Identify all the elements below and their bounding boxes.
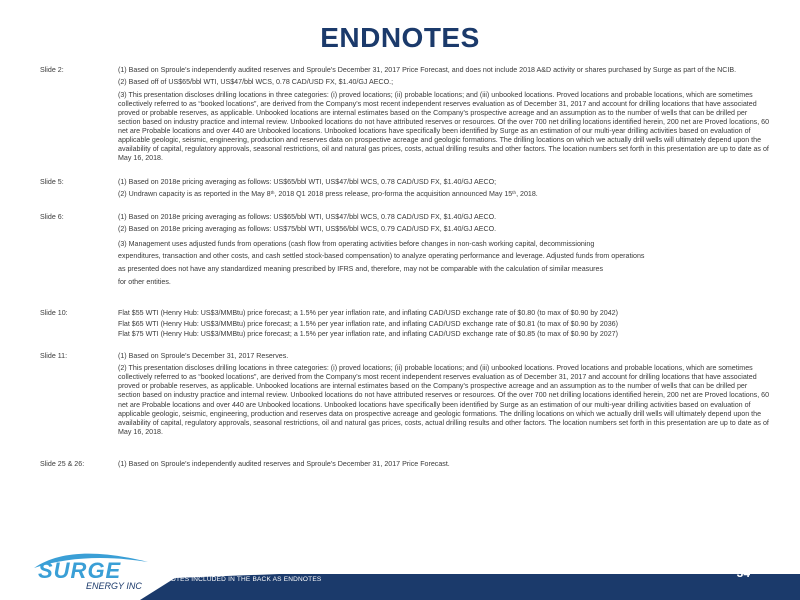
slide-label: Slide 11: [40,351,68,360]
slide-5-notes [40,178,770,203]
note-item: (2) Undrawn capacity is as reported in the May 8th, 2018 Q1 2018 press release, pro-forma the acquisition announced May 15th, 2018. [118,189,538,198]
slide-label: Slide 6: [40,213,64,222]
logo-subtitle: ENERGY INC [86,581,142,591]
note-item: (2) Based on 2018e pricing averaging as follows: US$75/bbl WTI, US$56/bbl WCS, 0.79 CAD/USD FX, $1.40/GJ AECO. [118,225,497,234]
note-item: (2) Based off of US$65/bbl WTI, US$47/bbl WCS, 0.78 CAD/USD FX, $1.40/GJ AECO.; [118,78,394,87]
note-item: (1) Based on Sproule’s independently audited reserves and Sproule’s December 31, 2017 Price Forecast. [118,460,450,469]
page-title: ENDNOTES [320,22,480,53]
note-item: Flat $75 WTI (Henry Hub: US$3/MMBtu) price forecast; a 1.5% per year inflation rate, and inflating CAD/USD exchange rate of $0.85 (to max of $0.90 by 2027) [118,330,618,339]
note-item-line: expenditures, transaction and other costs, and cash settled stock-based compensation) to analyze operating performance and leverage. Adjusted funds from operations [118,252,645,261]
slide-10-notes [40,309,770,341]
page-number: 34 [736,566,750,580]
note-item: Flat $65 WTI (Henry Hub: US$3/MMBtu) price forecast; a 1.5% per year inflation rate, and inflating CAD/USD exchange rate of $0.81 (to max of $0.90 by 2036) [118,319,618,328]
note-item: (1) Based on 2018e pricing averaging as follows: US$65/bbl WTI, US$47/bbl WCS, 0.78 CAD/USD FX, $1.40/GJ AECO; [118,177,497,186]
note-item: (1) Based on 2018e pricing averaging as follows: US$65/bbl WTI, US$47/bbl WCS, 0.78 CAD/USD FX, $1.40/GJ AECO. [118,213,497,222]
note-item-line: for other entities. [118,278,171,287]
note-item: (1) Based on Sproule’s independently audited reserves and Sproule’s December 31, 2017 Price Forecast, and does not include 2018 A&D activity or shares purchased by Surge as part of the NCIB. [118,66,737,74]
note-item: (2) This presentation discloses drilling locations in three categories: (i) proved locations; (ii) probable locations; and (iii) unbooked locations. Proved locations and probable locations, which are sometimes collectively referred to as “booked locations”, are derived from the Company’s most recent independent reserves evaluation as of December 31, 2017 and account for drilling locations that have associated proved or probable reserves, as applicable. Unbooked locations are internal estimates based on the Company’s prospective acreage and an assumption as to the number of wells that can be drilled per section based on industry practice and internal review. Unbooked locations do not have attributed reserves or resources. Of the over 700 net drilling locations identified herein, 200 net are Proved locations, 60 net are Probable locations and over 440 are Unbooked locations. Unbooked locations have specifically been identified by Surge as an estimation of our multi-year drilling activities based on evaluation of applicable geologic, seismic, engineering, production and reserves data on prospective acreage and geologic formations. The drilling locations on which we actually drill wells will ultimately depend upon the availability of capital, regulatory approvals, seasonal restrictions, oil and natural gas prices, costs, actual drilling results and other factors. The location numbers set forth in this presentation are up to date as of May 16, 2018. [118,364,770,436]
note-item: (3) This presentation discloses drilling locations in three categories: (i) proved locations; (ii) probable locations; and (iii) unbooked locations. Proved locations and probable locations, which are sometimes collectively referred to as “booked locations”, are derived from the Company’s most recent independent reserves evaluation as of December 31, 2017 and account for drilling locations that have associated proved or probable reserves, as applicable. Unbooked locations are internal estimates based on the Company’s prospective acreage and an assumption as to the number of wells that can be drilled per section based on industry practice and internal review. Unbooked locations do not have attributed reserves or resources. Of the over 700 net drilling locations identified herein, 200 net are Proved locations, 60 net are Probable locations and over 440 are Unbooked locations. Unbooked locations have specifically been identified by Surge as an estimation of our multi-year drilling activities based on evaluation of applicable geologic, seismic, engineering, production and reserves data on prospective acreage and geologic formations. The drilling locations on which we actually drill wells will ultimately depend upon the availability of capital, regulatory approvals, seasonal restrictions, oil and natural gas prices, costs, actual drilling results and other factors. The location numbers set forth in this presentation are up to date as of May 16, 2018. [118,90,770,163]
slide-label: Slide 5: [40,177,64,186]
footer-bar [0,574,800,600]
note-item: (1) Based on Sproule’s December 31, 2017 Reserves. [118,351,289,360]
slide-6-notes [40,213,770,289]
slide-25-26-notes [40,460,770,472]
slide-11-notes [40,352,770,440]
slide-label: Slide 25 & 26: [40,460,85,469]
endnotes-list [40,66,770,472]
logo-wordmark: SURGE [38,558,122,583]
slide-2-notes [40,66,770,167]
note-item-line: (3) Management uses adjusted funds from operations (cash flow from operating activities before changes in non-cash working capital, decommissioning [118,239,595,248]
note-item: Flat $55 WTI (Henry Hub: US$3/MMBtu) price forecast; a 1.5% per year inflation rate, and inflating CAD/USD exchange rate of $0.80 (to max of $0.90 by 2042) [118,308,618,317]
slide-label: Slide 10: [40,308,68,317]
slide-label: Slide 2: [40,66,64,74]
note-item-line: as presented does not have any standardized meaning prescribed by IFRS and, therefore, may not be comparable with the calculation of similar measures [118,265,604,274]
footer-note: FOOTNOTES INCLUDED IN THE BACK AS ENDNOTES [147,576,322,583]
